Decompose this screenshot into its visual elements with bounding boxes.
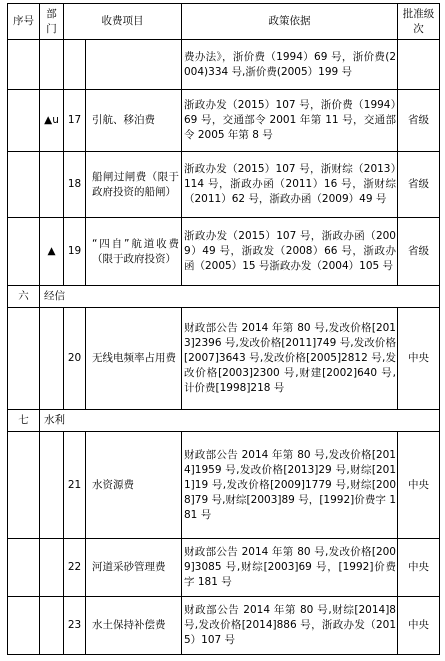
cell-level: 中央 bbox=[398, 539, 440, 597]
cell-no: 19 bbox=[64, 218, 86, 286]
cell-seq bbox=[8, 539, 40, 597]
cell-seq bbox=[8, 40, 40, 90]
table-row bbox=[8, 597, 440, 655]
table-header-row bbox=[8, 4, 440, 40]
cell-seq bbox=[8, 218, 40, 286]
cell-item-name: 水资源费 bbox=[86, 432, 182, 539]
cell-seq bbox=[8, 90, 40, 152]
cell-no: 23 bbox=[64, 597, 86, 655]
cell-seq bbox=[8, 432, 40, 539]
header-seq: 序号 bbox=[8, 4, 40, 40]
table-row bbox=[8, 152, 440, 218]
header-item: 收费项目 bbox=[64, 4, 182, 40]
fee-policy-table bbox=[7, 3, 440, 655]
cell-level: 中央 bbox=[398, 308, 440, 410]
cell-item-name: 船闸过闸费（限于政府投资的船闸） bbox=[86, 152, 182, 218]
table-row bbox=[8, 90, 440, 152]
section-seq: 七 bbox=[8, 410, 40, 432]
cell-no: 20 bbox=[64, 308, 86, 410]
cell-policy-basis: 费办法》，浙价费（1994）69 号，浙价费(2004)334 号,浙价费(2005）199 号 bbox=[182, 40, 398, 90]
cell-item-name bbox=[86, 40, 182, 90]
cell-policy-basis: 财政部公告 2014 年第 80 号,发改价格[2013]2396 号,发改价格[2011]749 号,发改价格[2007]3643 号,发改价格[2005]2812 号,发改价格[2003]2300 号,财建[2002]640 号,计价费[1998]218 号 bbox=[182, 308, 398, 410]
header-dept: 部门 bbox=[40, 4, 64, 40]
cell-no: 17 bbox=[64, 90, 86, 152]
cell-item-name: 水土保持补偿费 bbox=[86, 597, 182, 655]
section-row bbox=[8, 286, 440, 308]
cell-level: 省级 bbox=[398, 90, 440, 152]
cell-level: 中央 bbox=[398, 432, 440, 539]
cell-mark: ▲u bbox=[40, 90, 64, 152]
cell-policy-basis: 浙政办发（2015）107 号，浙价费（1994）69 号，交通部令 2001 年第 11 号，交通部令 2005 年第 8 号 bbox=[182, 90, 398, 152]
cell-policy-basis: 财政部公告 2014 年第 80 号,发改价格[2009]3085 号,财综[2003]69 号，[1992]价费字 181 号 bbox=[182, 539, 398, 597]
header-basis: 政策依据 bbox=[182, 4, 398, 40]
cell-mark: ▲ bbox=[40, 218, 64, 286]
cell-mark bbox=[40, 40, 64, 90]
cell-seq bbox=[8, 597, 40, 655]
cell-no: 22 bbox=[64, 539, 86, 597]
fee-table-wrapper bbox=[7, 3, 440, 655]
cell-mark bbox=[40, 597, 64, 655]
table-row bbox=[8, 40, 440, 90]
cell-item-name: 河道采砂管理费 bbox=[86, 539, 182, 597]
cell-mark bbox=[40, 432, 64, 539]
table-row bbox=[8, 218, 440, 286]
cell-level: 中央 bbox=[398, 597, 440, 655]
cell-mark bbox=[40, 152, 64, 218]
cell-level bbox=[398, 40, 440, 90]
table-row bbox=[8, 308, 440, 410]
cell-no: 18 bbox=[64, 152, 86, 218]
cell-policy-basis: 财政部公告 2014 年第 80 号,财综[2014]8 号,发改价格[2014]886 号，浙政办发（2015）107 号 bbox=[182, 597, 398, 655]
cell-seq bbox=[8, 152, 40, 218]
cell-item-name: 引航、移泊费 bbox=[86, 90, 182, 152]
section-title: 水利 bbox=[40, 410, 440, 432]
cell-policy-basis: 财政部公告 2014 年第 80 号,发改价格[2014]1959 号,发改价格[2013]29 号,财综[2011]19 号,发改价格[2009]1779 号,财综[2008]79 号,财综[2003]89 号，[1992]价费字 181 号 bbox=[182, 432, 398, 539]
cell-seq bbox=[8, 308, 40, 410]
cell-policy-basis: 浙政办发（2015）107 号，浙财综（2013）114 号，浙政办函（2011）16 号，浙财综（2011）62 号，浙政办函（2009）49 号 bbox=[182, 152, 398, 218]
cell-no bbox=[64, 40, 86, 90]
section-row bbox=[8, 410, 440, 432]
cell-mark bbox=[40, 308, 64, 410]
cell-policy-basis: 浙政办发（2015）107 号，浙政办函（2009）49 号，浙政发（2008）66 号，浙政办函（2005）15 号浙政办发（2004）105 号 bbox=[182, 218, 398, 286]
cell-level: 省级 bbox=[398, 218, 440, 286]
section-title: 经信 bbox=[40, 286, 440, 308]
section-seq: 六 bbox=[8, 286, 40, 308]
table-row bbox=[8, 432, 440, 539]
cell-mark bbox=[40, 539, 64, 597]
cell-no: 21 bbox=[64, 432, 86, 539]
cell-item-name: 无线电频率占用费 bbox=[86, 308, 182, 410]
table-row bbox=[8, 539, 440, 597]
cell-level: 省级 bbox=[398, 152, 440, 218]
header-level: 批准级次 bbox=[398, 4, 440, 40]
cell-item-name: “四自”航道收费（限于政府投资） bbox=[86, 218, 182, 286]
